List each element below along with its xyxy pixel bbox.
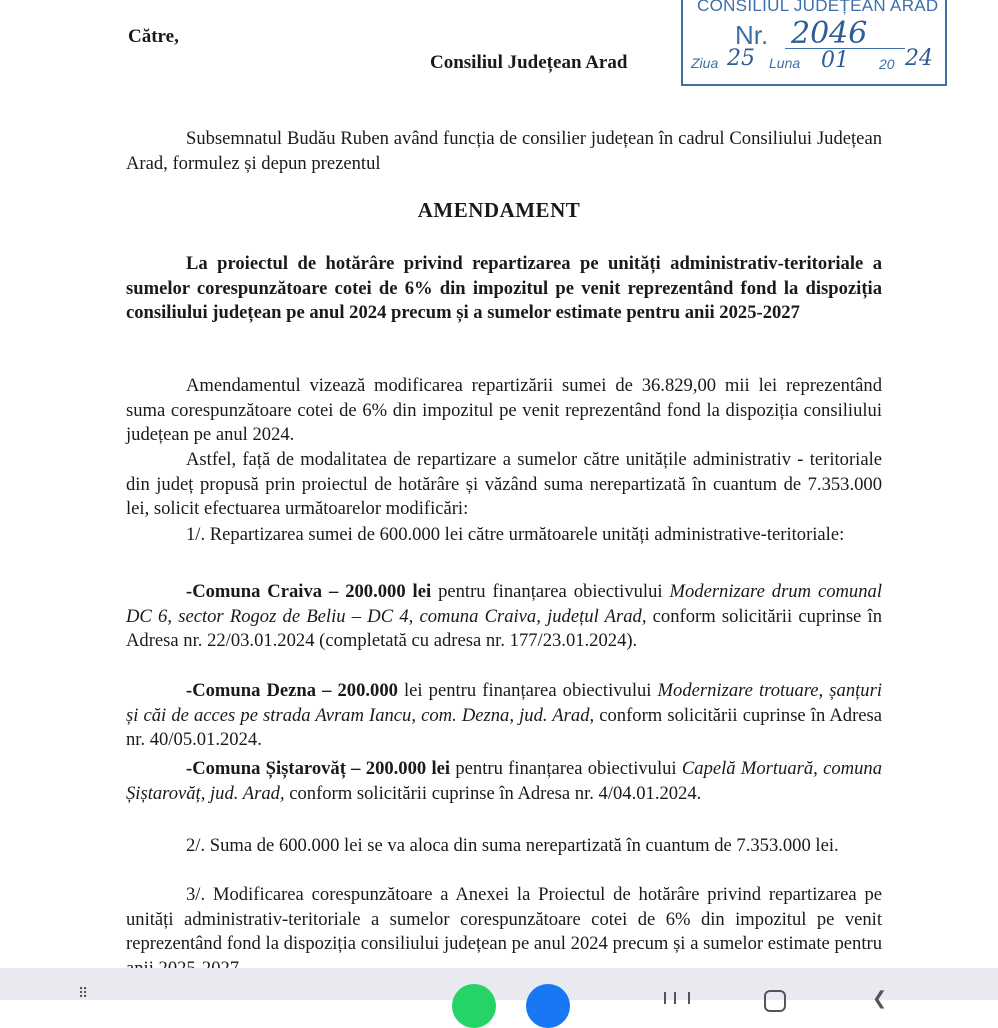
paragraph-scope: Amendamentul vizează modificarea repartizării sumei de 36.829,00 mii lei reprezentând suma corespunzătoare cotei de 6% din impozitul pe venit reprezentând fond la dispoziția consiliului județean pe anul 2024. <box>126 375 882 445</box>
stamp-nr-value: 2046 <box>791 16 868 51</box>
allocation-dezna <box>126 679 882 753</box>
salutation: Către, <box>128 26 179 47</box>
allocation-sistarovat <box>126 757 882 806</box>
stamp-an-label: 20 <box>879 56 895 72</box>
home-icon[interactable] <box>764 990 786 1012</box>
recent-apps-icon[interactable] <box>664 992 690 1004</box>
phone-navigation-bar <box>0 968 998 1009</box>
stamp-ziua-label: Ziua <box>691 55 719 71</box>
sistarovat-lead: pentru finanțarea obiectivului <box>450 758 682 779</box>
stamp-luna-label: Luna <box>769 55 801 71</box>
subject-paragraph: La proiectul de hotărâre privind repartizarea pe unități administrativ-teritoriale a sumelor corespunzătoare cotei de 6% din impozitul pe venit reprezentând fond la dispoziția consiliului județean pe anul 2024 precum și a sumelor estimate pentru anii 2025-2027 <box>126 253 882 323</box>
app-drawer-icon[interactable]: ⠿ <box>78 986 92 1002</box>
document-heading: AMENDAMENT <box>417 198 581 222</box>
sistarovat-name: -Comuna Șiștarovăț – 200.000 lei <box>186 758 451 779</box>
item-3-annex: 3/. Modificarea corespunzătoare a Anexei la Proiectul de hotărâre privind repartizarea pe unități administrativ-teritoriale a sumelor corespunzătoare cotei de 6% din impozitul pe venit reprezentând fond la dispoziția consiliului județean pe anul 2024 precum și a sumelor estimate pentru <box>126 884 882 954</box>
stamp-ziua-value: 25 <box>727 46 755 71</box>
registration-stamp <box>681 0 947 86</box>
whatsapp-icon[interactable] <box>452 984 496 1028</box>
item-2-source: 2/. Suma de 600.000 lei se va aloca din suma nerepartizată în cuantum de 7.353.000 lei. <box>186 835 839 856</box>
dezna-tail: , conform solicitării cuprinse în Adresa nr. 40/05.01.2024. <box>126 704 883 750</box>
intro-paragraph: Subsemnatul Budău Ruben având funcția de consilier județean în cadrul Consiliului Județean Arad, formulez și depun prezentul <box>126 128 882 174</box>
paragraph-request: Astfel, față de modalitatea de repartizare a sumelor către unitățile administrativ - teritoriale din județ propusă prin proiectul de hotărâre și văzând suma nerepartizată în cuantum de 7.353.000 lei, solicit efectuarea următoarelor modificări: <box>126 449 882 519</box>
dezna-name: -Comuna Dezna – 200.000 <box>186 680 398 701</box>
craiva-tail: , conform solicitării cuprinse în Adresa nr. 22/03.01.2024 (completată cu adresa nr. 177/23.01.2024). <box>126 605 882 651</box>
back-icon[interactable]: ❮ <box>872 988 888 1009</box>
stamp-luna-value: 01 <box>821 48 849 73</box>
sistarovat-tail: conform solicitării cuprinse în Adresa nr. 4/04.01.2024. <box>284 782 702 804</box>
item-1-allocation: 1/. Repartizarea sumei de 600.000 lei către următoarele unități administrative-teritoriale: <box>186 524 845 545</box>
sistarovat-objective: Capelă Mortuară, comuna Șiștarovăț, jud. Arad, <box>126 758 882 804</box>
stamp-nr-label: Nr. <box>735 20 769 50</box>
craiva-lead: pentru finanțarea obiectivului <box>431 581 670 602</box>
dezna-lead: lei pentru finanțarea obiectivului <box>397 680 658 701</box>
allocation-craiva <box>126 580 882 654</box>
stamp-organization: CONSILIUL JUDEȚEAN ARAD <box>697 0 939 15</box>
craiva-name: -Comuna Craiva – 200.000 lei <box>186 581 432 602</box>
stamp-an-value: 24 <box>905 46 933 71</box>
dezna-objective: Modernizare trotuare, șanțuri și căi de acces pe strada Avram Iancu, com. Dezna, jud. Arad <box>126 680 882 726</box>
recipient: Consiliul Județean Arad <box>430 52 628 73</box>
facebook-icon[interactable] <box>526 984 570 1028</box>
craiva-objective: Modernizare drum comunal DC 6, sector Rogoz de Beliu – DC 4, comuna Craiva, județul Arad <box>126 581 882 627</box>
